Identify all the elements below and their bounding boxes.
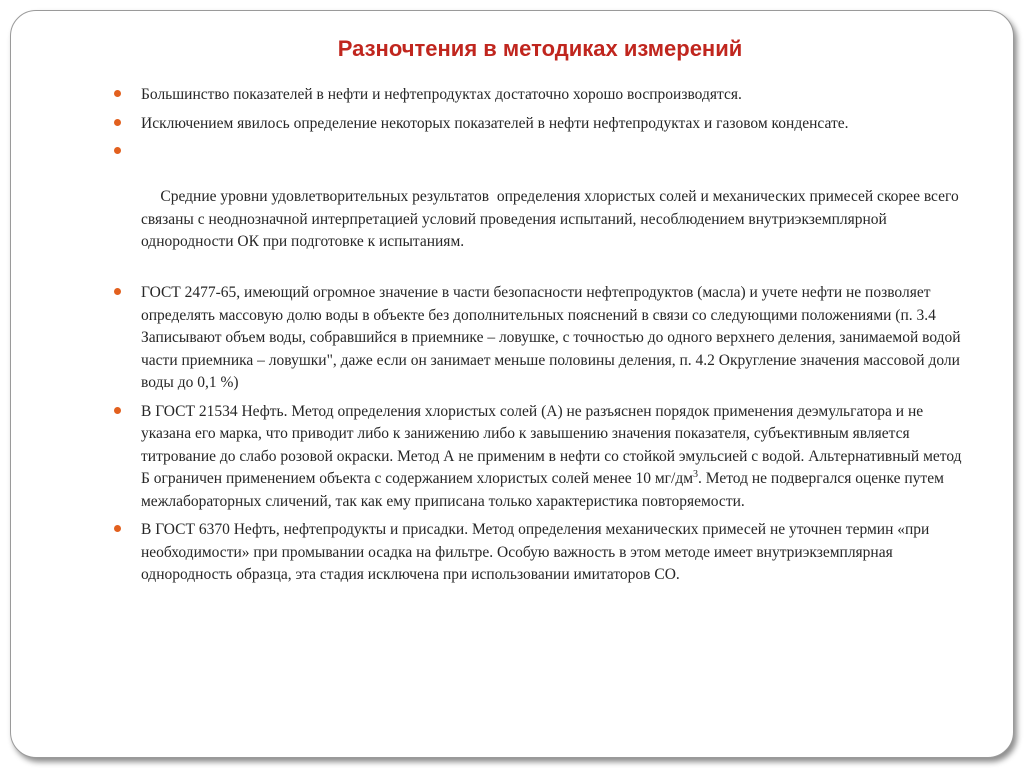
- list-item: [114, 282, 974, 395]
- bullet-text: Средние уровни удовлетворительных результатов определения хлористых солей и механических примесей скорее всего связаны с неоднозначной интерпретацией условий проведения испытаний, несоблюдением внутриэкземплярной однородности ОК при подготовке к испытаниям.: [141, 188, 963, 250]
- bullet-dot-icon: [114, 90, 121, 97]
- bullet-dot-icon: [114, 288, 121, 295]
- bullet-text: ГОСТ 2477-65, имеющий огромное значение в части безопасности нефтепродуктов (масла) и учете нефти не позволяет определять массовую долю воды в объекте без дополнительных пояснений в связи со следующими положениями (п. 3.4 Записывают объем воды, собравшийся в приемнике – ловушке, с точностью до одного верхнего деления, занимаемой водой части приемника – ловушки", даже если он занимает меньше половины деления, п. 4.2 Округление значения массовой доли воды до 0,1 %): [141, 284, 961, 391]
- list-item: [114, 141, 974, 276]
- bullet-list: [114, 84, 974, 593]
- bullet-dot-icon: [114, 407, 121, 414]
- list-item: [114, 401, 974, 514]
- bullet-dot-icon: [114, 525, 121, 532]
- slide-title: Разночтения в методиках измерений: [337, 36, 743, 61]
- list-item: [114, 113, 974, 136]
- bullet-text-before-superscript: В ГОСТ 21534 Нефть. Метод определения хлористых солей (А) не разъяснен порядок применения деэмульгатора и не указана его марка, что приводит либо к занижению либо к завышению значения показателя, субъективным является титрование до слабо розовой окраски. Метод А не применим в нефти со стойкой эмульсией с водой. Альтернативный метод Б ограничен применением объекта с содержанием хлористых солей менее 10 мг/дм: [141, 402, 962, 487]
- list-item: [114, 84, 974, 107]
- bullet-text-after-superscript: . Метод не подвергался оценке путем межлабораторных сличений, так как ему приписана только характеристика повторяемости.: [141, 470, 944, 510]
- superscript: 3: [693, 468, 699, 480]
- bullet-text: В ГОСТ 6370 Нефть, нефтепродукты и присадки. Метод определения механических примесей не уточнен термин «при необходимости» при промывании осадка на фильтре. Особую важность в этом методе имеет внутриэкземплярная однородность образца, эта стадия исключена при использовании имитаторов СО.: [141, 521, 930, 583]
- bullet-text: Большинство показателей в нефти и нефтепродуктах достаточно хорошо воспроизводятся.: [141, 86, 742, 103]
- bullet-dot-icon: [114, 119, 121, 126]
- list-item: [114, 519, 974, 587]
- bullet-text: Исключением явилось определение некоторых показателей в нефти нефтепродуктах и газовом конденсате.: [141, 114, 849, 132]
- bullet-dot-icon: [114, 147, 121, 154]
